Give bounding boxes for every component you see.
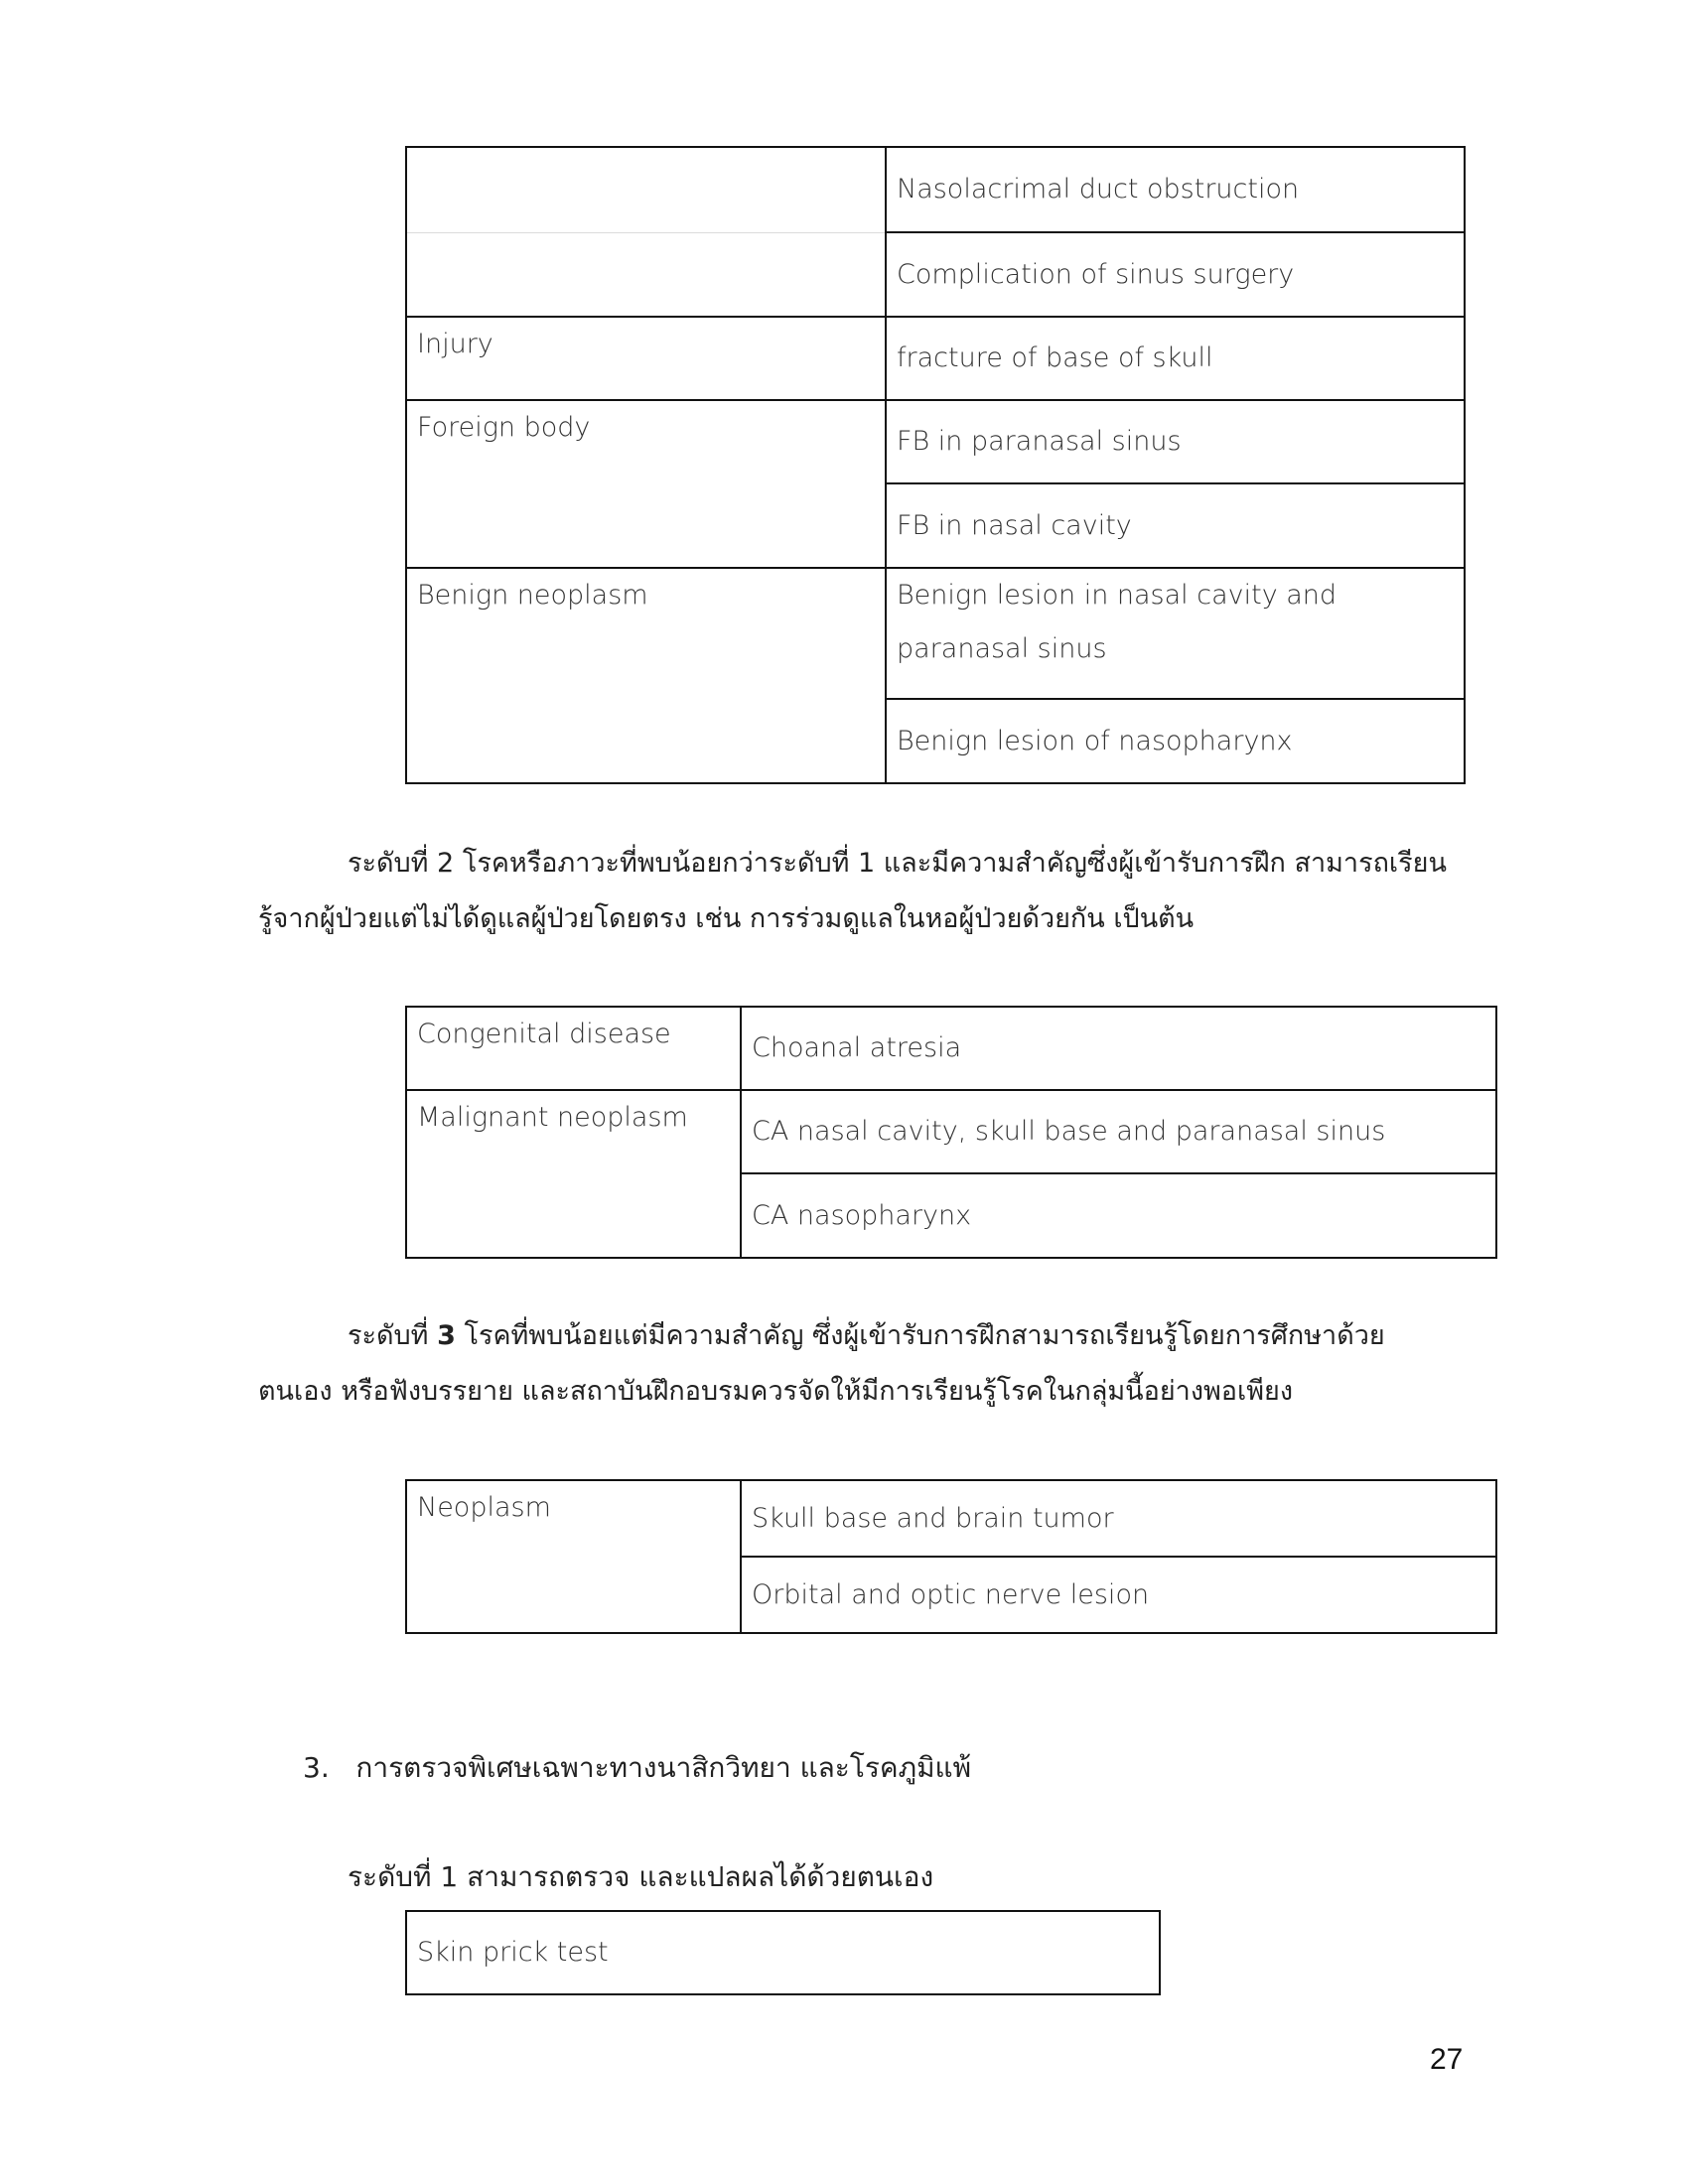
table-cell-category: Injury: [406, 317, 886, 400]
table-cell-disease: Benign lesion in nasal cavity and paranasal sinus: [886, 568, 1465, 699]
table-cell-category: Benign neoplasm: [406, 568, 886, 783]
table-cell-test: Skin prick test: [406, 1911, 1160, 1994]
level3-label: ระดับที่: [348, 1320, 438, 1351]
table-cell-disease: Benign lesion of nasopharynx: [886, 699, 1465, 783]
table-cell-disease: Orbital and optic nerve lesion: [741, 1557, 1496, 1633]
section3-level1-label: ระดับที่ 1: [348, 1860, 459, 1893]
table-cell-disease: CA nasopharynx: [741, 1173, 1496, 1258]
section-heading: [303, 1743, 971, 1793]
table-cell-disease: Skull base and brain tumor: [741, 1480, 1496, 1557]
table-cell-disease: CA nasal cavity, skull base and paranasal sinus: [741, 1090, 1496, 1173]
section3-level1-line: [348, 1852, 933, 1902]
section-number: 3.: [303, 1751, 330, 1784]
table-cell-disease: FB in nasal cavity: [886, 483, 1465, 568]
table-cell-disease: fracture of base of skull: [886, 317, 1465, 400]
section-title: การตรวจพิเศษเฉพาะทางนาสิกวิทยา และโรคภูมิแพ้: [355, 1751, 972, 1784]
level3-number: 3: [437, 1320, 456, 1351]
table-cell-disease: Complication of sinus surgery: [886, 232, 1465, 317]
level3-text: โรคที่พบน้อยแต่มีความสำคัญ ซึ่งผู้เข้ารับการฝึกสามารถเรียนรู้โดยการศึกษาด้วยตนเอง หรือฟังบรรยาย และสถาบันฝึกอบรมควรจัดให้มีการเรียนรู้โรคในกลุ่มนี้อย่างพอเพียง: [258, 1320, 1385, 1407]
disease-table-level3: [405, 1479, 1497, 1634]
table-cell-disease: FB in paranasal sinus: [886, 400, 1465, 483]
table-cell-category: Foreign body: [406, 400, 886, 568]
level2-text: โรคหรือภาวะที่พบน้อยกว่าระดับที่ 1 และมีความสำคัญซึ่งผู้เข้ารับการฝึก สามารถเรียนรู้จากผู้ป่วยแต่ไม่ได้ดูแลผู้ป่วยโดยตรง เช่น การร่วมดูแลในหอผู้ป่วยด้วยกัน เป็นต้น: [258, 848, 1447, 934]
level2-paragraph: [258, 836, 1450, 947]
test-table-level1: [405, 1910, 1161, 1995]
level2-label: ระดับที่ 2: [348, 848, 455, 879]
disease-table-level2: [405, 1006, 1497, 1259]
table-cell-blank: [406, 232, 886, 317]
table-cell-category: Malignant neoplasm: [406, 1090, 741, 1258]
section3-level1-text: สามารถตรวจ และแปลผลได้ด้วยตนเอง: [467, 1860, 934, 1893]
table-cell-category: Neoplasm: [406, 1480, 741, 1633]
page-number: 27: [1430, 2043, 1464, 2076]
table-cell-category: Congenital disease: [406, 1007, 741, 1090]
disease-table-level1-continued: [405, 146, 1466, 784]
table-cell-blank: [406, 147, 886, 232]
level3-paragraph: [258, 1308, 1450, 1420]
table-cell-disease: Nasolacrimal duct obstruction: [886, 147, 1465, 232]
table-cell-disease: Choanal atresia: [741, 1007, 1496, 1090]
